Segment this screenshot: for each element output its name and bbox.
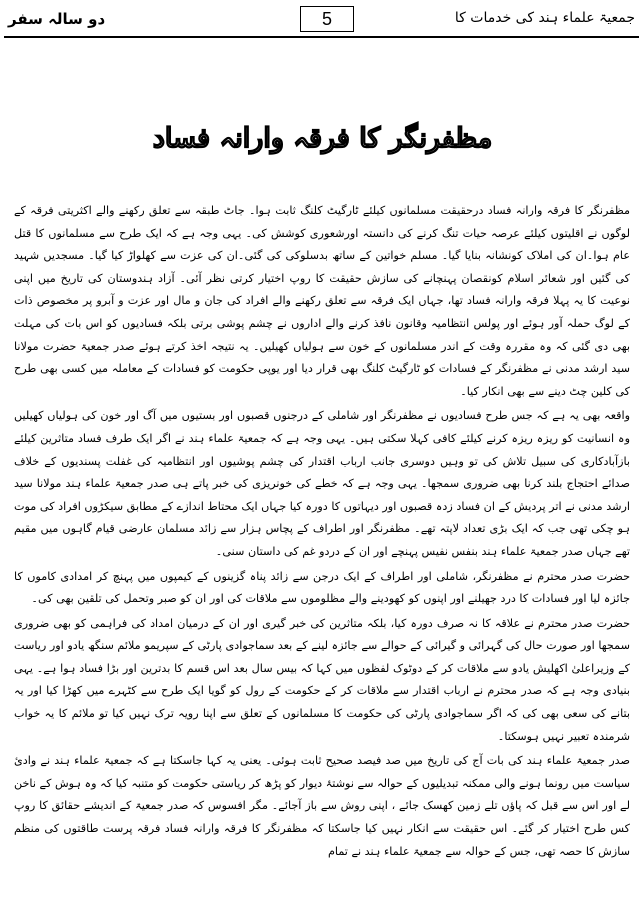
article-title: مظفرنگر کا فرقہ وارانہ فساد xyxy=(152,123,493,154)
page-number: 5 xyxy=(300,6,354,32)
running-head-left: دو سالہ سفر xyxy=(8,10,106,28)
header-rule xyxy=(4,36,639,38)
paragraph: واقعہ بھی یہ ہے کہ جس طرح فسادیوں نے مظفرنگر اور شاملی کے درجنوں قصبوں اور بستیوں میں آگ اور خون کی ہولیاں کھیلیں وہ انسانیت کو ریزہ ریزہ کرنے کیلئے کافی کہلا سکتی ہیں۔ یہی وجہ ہے کہ جمعیۃ علماء ہند نے اگر ایک طرف فساد متاثرین کیلئے بازآبادکاری کی سبیل تلاش کی تو وہیں دوسری جانب ارباب اقتدار کی چشم پوشیوں اور انتظامیہ کی غفلت پسندیوں کے خلاف صدائے احتجاج بلند کرنا بھی ضروری سمجھا۔ یہی وجہ ہے کہ خطے کی خونریزی کی خبر پاتے ہی صدر جمعیۃ علماء ہند مولانا سید ارشد مدنی نے اتر پردیش کے ان فساد زدہ قصبوں اور دیہاتوں کا دورہ کیا جہاں ایک محتاط اندازے کے مطابق سیکڑوں افراد کی موت ہو چکی تھی جب کہ ایک بڑی تعداد لاپتہ تھے۔ مظفرنگر اور اطراف کے پچاس ہزار سے زائد مسلمان عارضی قیام گاہوں میں مقیم تھے جہاں صدر جمعیۃ علماء ہند بنفس نفیس پہنچے اور ان کے دردو غم کی داستان سنی۔ xyxy=(14,409,630,558)
page-header xyxy=(4,6,639,36)
paragraph: صدر جمعیۃ علماء ہند کی بات آج کی تاریخ میں صد فیصد صحیح ثابت ہوئی۔ یعنی یہ کہا جاسکتا ہے کہ جمعیۃ علماء ہند نے وادیٔ سیاست میں رونما ہونے والی ممکنہ تبدیلیوں کے حوالہ سے نوشتۂ دیوار کو پڑھ کر ریاستی حکومت کو متنبہ کیا کہ وہ ہوش کے ناخن لے اور اس سے قبل کہ پاؤں تلے زمین کھسک جائے ، اپنی روش سے باز آجائے۔ مگر افسوس کہ صدر جمعیۃ کے اندیشے حقائق کا روپ کس طرح اختیار کر گئے۔ اس حقیقت سے انکار نہیں کیا جاسکتا کہ مظفرنگر کا فرقہ وارانہ فساد فرقہ پرست طاقتوں کی منظم سازش کا حصہ تھی، جس کے حوالہ سے جمعیۃ علماء ہند نے تمام xyxy=(14,754,630,858)
article-title-block xyxy=(150,104,495,174)
paragraph: حضرت صدر محترم نے علاقہ کا نہ صرف دورہ کیا، بلکہ متاثرین کی خبر گیری اور ان کے درمیان امداد کی فراہمی کو بھی ضروری سمجھا اور صورت حال کی گہرائی و گیرائی کے حوالے سے جائزہ لینے کے بعد سماجوادی پارٹی کے سپریمو ملائم سنگھ یادو اور ریاست کے وزیراعلیٰ اکھلیش یادو سے ملاقات کر کے دوٹوک لفظوں میں کہا کہ بیس سال بعد اس قسم کا بدترین اور بڑا فساد ہوا ہے۔ یہی بنیادی وجہ ہے کہ صدر محترم نے ارباب اقتدار سے ملاقات کر کے حکومت کے رول کو گویا ایک طرح سے کٹہرے میں کھڑا کیا اور یہ بتانے کی سعی بھی کی کہ اگر سماجوادی پارٹی کی حکومت کا مسلمانوں کے تعلق سے اپنا رویہ ترک نہیں کیا تو ملائم کا یہ خواب شرمندہ تعبیر نہیں ہوسکتا۔ xyxy=(14,616,630,743)
paragraph: مظفرنگر کا فرقہ وارانہ فساد درحقیقت مسلمانوں کیلئے ٹارگیٹ کلنگ ثابت ہوا۔ جاٹ طبقہ سے تعلق رکھنے والے اکثریتی فرقہ کے لوگوں نے اقلیتوں کیلئے عرصہ حیات تنگ کرنے کی دانستہ اورشعوری کوشش کی۔ یہی وجہ ہے کہ ایک طرح سے مسلمانوں کا قتل عام ہوا۔ان کی املاک کونشانہ بنایا گیا۔ مسلم خواتین کے ساتھ بدسلوکی کی گئی۔ان کی عزت سے کھلواڑ کیا گیا۔ مسجدیں شہید کی گئیں اور شعائر اسلام کونقصان پہنچانے کی سازش حقیقت کا روپ اختیار کرتی نظر آئی۔ آزاد ہندوستان کی تاریخ میں اپنی نوعیت کا یہ پہلا فرقہ وارانہ فساد تھا، جہاں ایک فرقہ سے تعلق رکھنے والے افراد کی جان و مال اور عزت و آبرو پر مخصوص ذات کے لوگ حملہ آور ہوئے اور پولس انتظامیہ وقانون نافذ کرنے والے اداروں نے چشم پوشی برتی بلکہ فسادیوں کو اس بات کی مہلت بھی دی گئی کہ وہ مقررہ وقت کے اندر مسلمانوں کے خون سے ہولیاں کھیلیں۔ یہ نتیجہ اخذ کرتے ہوئے صدر جمعیۃ حضرت مولانا سید ارشد مدنی نے مظفرنگر کے فسادات کو ٹارگیٹ کلنگ بھی قرار دیا اور یوپی حکومت کو فسادات کے معاملہ میں کسی بھی طرح کی کلین چٹ دینے سے بھی انکار کیا۔ xyxy=(14,204,630,398)
article-body xyxy=(14,200,630,900)
paragraph: حضرت صدر محترم نے مظفرنگر، شاملی اور اطراف کے ایک درجن سے زائد پناہ گزینوں کے کیمپوں میں پہنچ کر امدادی کاموں کا جائزہ لیا اور فسادات کا درد جھیلنے اور اپنوں کو کھودینے والے مظلوموں سے ملاقات کی اور ان کو صبر وتحمل کی تلقین بھی کی۔ xyxy=(14,569,630,606)
running-head-right: جمعیۃ علماء ہند کی خدمات کا xyxy=(454,10,635,26)
